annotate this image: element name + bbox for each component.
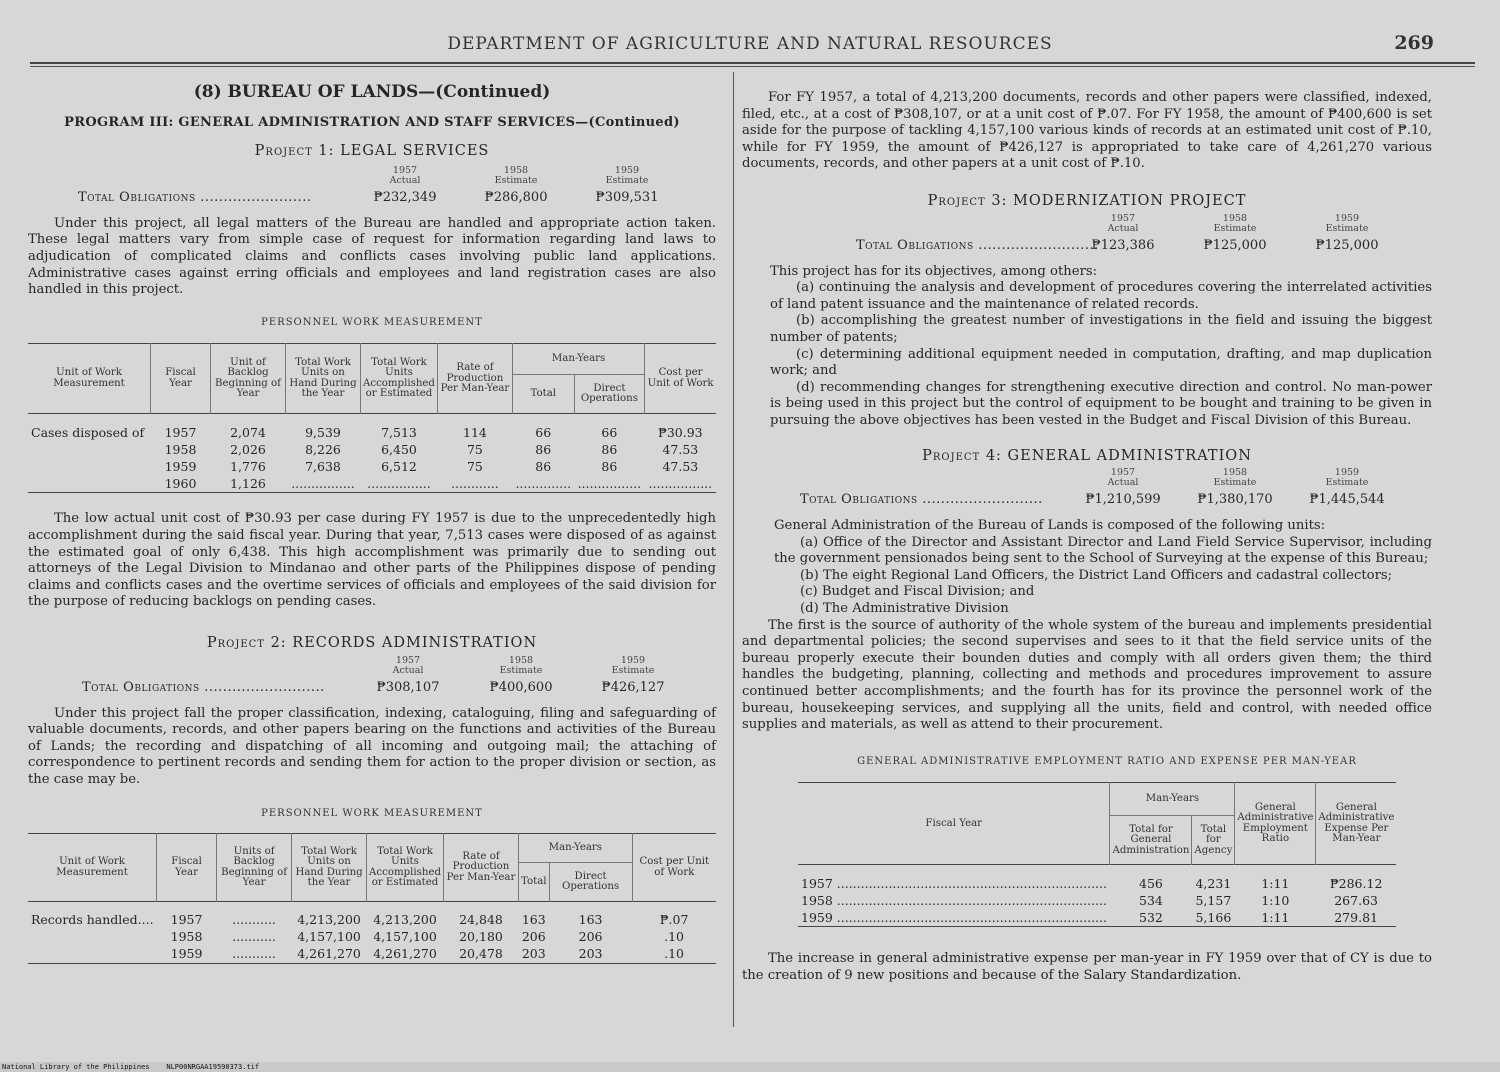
total-obligations-label: Total Obligations ..........................	[800, 492, 1043, 508]
cell-year: 1957 ....................................................................	[801, 875, 1107, 891]
cell-agency: 5,166	[1195, 909, 1232, 925]
table-row	[798, 892, 1396, 909]
year-head-1959: 1959 Estimate	[1325, 467, 1369, 489]
bureau-title: (8) BUREAU OF LANDS—(Continued)	[193, 82, 551, 102]
project-4-units	[742, 518, 1432, 618]
cell-expense: ₱286.12	[1329, 875, 1383, 891]
col-fiscal-year: Fiscal Year	[151, 344, 211, 414]
cell-cost: 47.53	[662, 458, 699, 474]
cell-direct: 163	[578, 912, 603, 928]
col-accomplished: Total Work Units Accomplished or Estimated	[367, 834, 444, 902]
cell-direct: 206	[578, 929, 603, 945]
cell-ratio: 1:10	[1261, 892, 1290, 908]
units-lead: General Administration of the Bureau of Lands is composed of the following units:	[774, 518, 1326, 534]
unit-c: (c) Budget and Fiscal Division; and	[800, 584, 1035, 600]
year-head-1958: 1958 Estimate	[1213, 212, 1257, 234]
project-2-title: Project 2: RECORDS ADMINISTRATION	[206, 634, 538, 651]
header-rule	[30, 62, 1475, 64]
col-direct: Direct Operations	[549, 863, 632, 902]
table-caption: PERSONNEL WORK MEASUREMENT	[261, 316, 483, 328]
objective-c: (c) determining additional equipment needed in computation, drafting, and map duplication work; and	[770, 346, 1432, 379]
year-head-1959: 1959 Estimate	[1325, 212, 1369, 234]
project-1-description: Under this project, all legal matters of the Bureau are handled and appropriate action taken. These legal matters vary from simple case of request for information regarding land laws to adjudication of complicated claims and conflicts cases involving public land applications. Administrative cases against erring officials and employees and land registration cases are also handled in this project.	[28, 215, 716, 298]
col-man-years: Man-Years	[1110, 783, 1235, 816]
table-row	[28, 414, 716, 442]
total-obligations-label: Total Obligations ..........................	[856, 237, 1099, 253]
table-row	[798, 909, 1396, 927]
cell-year: 1959 ....................................................................	[801, 909, 1107, 925]
obligation-1959: ₱125,000	[1315, 237, 1379, 253]
cell-unit	[28, 441, 151, 458]
col-general-administration: Total for General Administration	[1110, 816, 1192, 865]
year-head-1958: 1958 Estimate	[1213, 467, 1257, 489]
project-3-obligations	[742, 214, 1432, 254]
cell-rate: 114	[463, 424, 487, 440]
cell-agency: 5,157	[1195, 892, 1232, 908]
cell-backlog: 2,074	[230, 424, 266, 440]
obligation-1959: ₱309,531	[595, 189, 659, 205]
cell-on-hand: 4,261,270	[297, 946, 361, 962]
closing-paragraph: The increase in general administrative expense per man-year in FY 1959 over that of CY is due to the creation of 9 new positions and because of the Salary Standardization.	[742, 951, 1432, 983]
project-1-obligations	[28, 166, 716, 206]
col-cost: Cost per Unit of Work	[647, 367, 714, 389]
cell-cost: 47.53	[662, 441, 699, 457]
year-head-1959: 1959 Estimate	[605, 164, 649, 186]
column-divider	[733, 72, 734, 1027]
cell-on-hand: 8,226	[305, 441, 341, 457]
cell-total: 86	[535, 441, 552, 457]
cell-rate: 75	[466, 458, 483, 474]
table-row	[798, 865, 1396, 893]
cell-accomplished: ................	[367, 475, 431, 491]
cell-cost: .10	[664, 946, 685, 962]
obligation-1957: ₱1,210,599	[1085, 492, 1161, 508]
cell-year: 1958	[170, 929, 203, 945]
cell-ratio: 1:11	[1261, 875, 1290, 891]
obligation-1958: ₱400,600	[489, 679, 553, 695]
cell-backlog: ...........	[232, 946, 276, 962]
cell-expense: 279.81	[1334, 909, 1378, 925]
project-2-description: Under this project fall the proper classification, indexing, cataloguing, filing and safeguarding of valuable documents, records, and other papers bearing on the functions and activities of the Bureau of Lands; the recording and dispatching of all incoming and outgoing mail; the attaching of correspondence to pertinent records and sending them for action to the proper division or section, as the case may be.	[28, 705, 716, 787]
table-row	[28, 946, 716, 964]
cell-accomplished: 4,213,200	[373, 912, 437, 928]
cell-backlog: 2,026	[230, 441, 266, 457]
year-head-1959: 1959 Estimate	[611, 654, 655, 676]
program-title: PROGRAM III: GENERAL ADMINISTRATION AND STAFF SERVICES—(Continued)	[64, 114, 680, 130]
cell-unit	[28, 929, 157, 946]
col-total: Total	[512, 375, 574, 414]
year-head-1957: 1957 Actual	[1107, 212, 1139, 234]
table-row	[28, 902, 716, 930]
cell-on-hand: 4,213,200	[297, 912, 361, 928]
cell-unit: Cases disposed of	[31, 424, 145, 440]
library-credit: National Library of the Philippines	[2, 1063, 150, 1071]
unit-a: (a) Office of the Director and Assistant Director and Land Field Service Supervisor, including the government pensionados being sent to the School of Surveying at the expense of this Bureau;	[774, 534, 1432, 567]
cell-accomplished: 6,450	[381, 441, 417, 457]
total-obligations-label: Total Obligations ........................	[78, 189, 312, 205]
cell-cost: .10	[664, 929, 685, 945]
records-cost-paragraph: For FY 1957, a total of 4,213,200 documents, records and other papers were classified, indexed, filed, etc., at a cost of ₱308,107, or at a unit cost of ₱.07. For FY 1958, the amount of ₱400,600 is set aside for the purpose of tackling 4,157,100 various kinds of records at an estimated unit cost of ₱.10, while for FY 1959, the amount of ₱426,127 is appropriated to take care of 4,261,270 various documents, records, and other papers at a unit cost of ₱.10.	[742, 90, 1432, 172]
total-obligations-label: Total Obligations ..........................	[82, 679, 325, 695]
cell-total: 86	[535, 458, 552, 474]
unit-d: (d) The Administrative Division	[800, 601, 1009, 617]
cell-rate: 24,848	[459, 912, 503, 928]
cell-expense: 267.63	[1334, 892, 1378, 908]
objective-a: (a) continuing the analysis and development of procedures covering the interrelated activities of land patent issuance and the maintenance of related records.	[770, 280, 1432, 312]
cell-rate: 75	[466, 441, 483, 457]
cell-year: 1957	[164, 424, 197, 440]
cell-backlog: 1,126	[230, 475, 266, 491]
table-row	[28, 929, 716, 946]
obligation-1957: ₱308,107	[376, 679, 440, 695]
cell-year: 1958	[164, 441, 197, 457]
col-fiscal-year: Fiscal Year	[798, 783, 1110, 865]
header-rule-thin	[30, 66, 1475, 67]
col-man-years: Man-Years	[518, 834, 632, 863]
unit-b: (b) The eight Regional Land Officers, the District Land Officers and cadastral collectors;	[800, 567, 1393, 583]
cell-year: 1959	[170, 946, 203, 962]
obligation-1957: ₱232,349	[373, 189, 437, 205]
cell-year: 1958 ....................................................................	[801, 892, 1107, 908]
project-4-obligations	[742, 468, 1432, 508]
obligation-1958: ₱1,380,170	[1197, 492, 1273, 508]
obligation-1959: ₱1,445,544	[1309, 492, 1385, 508]
right-column	[742, 90, 1432, 985]
cell-year: 1957	[170, 912, 203, 928]
year-head-1957: 1957 Actual	[1107, 467, 1139, 489]
cell-on-hand: ................	[291, 475, 355, 491]
cell-total: 206	[521, 929, 546, 945]
running-title: DEPARTMENT OF AGRICULTURE AND NATURAL RESOURCES	[447, 34, 1053, 54]
cell-cost: ................	[648, 475, 713, 491]
project-3-objectives	[742, 264, 1432, 430]
col-accomplished: Total Work Units Accomplished or Estimated	[361, 344, 438, 414]
cell-backlog: 1,776	[230, 458, 266, 474]
cell-general-administration: 456	[1139, 875, 1163, 891]
year-head-1958: 1958 Estimate	[499, 654, 543, 676]
year-head-1957: 1957 Actual	[392, 654, 424, 676]
cell-agency: 4,231	[1195, 875, 1232, 891]
page-number: 269	[1394, 32, 1434, 54]
col-unit: Unit of Work Measurement	[28, 834, 157, 902]
cell-accomplished: 4,157,100	[373, 929, 437, 945]
cell-year: 1960	[164, 475, 197, 491]
cell-unit	[28, 458, 151, 475]
obligation-1958: ₱286,800	[484, 189, 548, 205]
project-2-obligations	[28, 656, 716, 696]
objective-d: (d) recommending changes for strengthening executive direction and control. No man-power is being used in this project but the control of equipment to be bought and training to be given in pursuing the above objectives has been vested in the Budget and Fiscal Division of this Bureau.	[770, 379, 1432, 428]
cell-unit	[28, 946, 157, 964]
col-fiscal-year: Fiscal Year	[157, 834, 217, 902]
left-column	[28, 84, 716, 964]
cell-rate: 20,478	[459, 946, 503, 962]
col-man-years: Man-Years	[512, 344, 644, 375]
col-agency: Total for Agency	[1192, 816, 1235, 865]
cell-direct: 86	[601, 441, 618, 457]
col-direct: Direct Operations	[574, 375, 645, 414]
cell-on-hand: 9,539	[305, 424, 341, 440]
year-head-1957: 1957 Actual	[389, 164, 421, 186]
cell-backlog: ...........	[232, 912, 276, 928]
col-rate: Rate of Production Per Man-Year	[437, 344, 512, 414]
cell-cost: ₱30.93	[658, 424, 703, 440]
col-backlog: Unit of Backlog Beginning of Year	[211, 344, 286, 414]
cell-total: 163	[521, 912, 546, 928]
cell-direct: 203	[578, 946, 603, 962]
cell-general-administration: 534	[1139, 892, 1163, 908]
scan-footer	[2, 1063, 259, 1071]
project-3-title: Project 3: MODERNIZATION PROJECT	[927, 192, 1247, 209]
file-name: NLP00NRGAA19590373.tif	[166, 1063, 260, 1071]
col-on-hand: Total Work Units on Hand During the Year	[286, 344, 361, 414]
col-rate: Rate of Production Per Man-Year	[443, 834, 518, 902]
records-work-measurement-table	[28, 833, 716, 964]
year-head-1958: 1958 Estimate	[494, 164, 538, 186]
cell-accomplished: 7,513	[381, 424, 417, 440]
table-row	[28, 441, 716, 458]
table-row	[28, 458, 716, 475]
cell-unit: Records handled....	[31, 912, 154, 928]
legal-work-measurement-table	[28, 343, 716, 493]
cell-direct: 66	[601, 424, 618, 440]
project-1-explanation: The low actual unit cost of ₱30.93 per case during FY 1957 is due to the unprecedentedly high accomplishment during the said fiscal year. During that year, 7,513 cases were disposed of as against the estimated goal of only 6,438. This high accomplishment was primarily due to sending out attorneys of the Legal Division to Mindanao and other parts of the Philippines dispose of pending claims and conflicts cases and the overtime services of officials and employees of the said division for the purpose of reducing backlogs on pending cases.	[28, 511, 716, 610]
col-backlog: Units of Backlog Beginning of Year	[217, 834, 292, 902]
cell-cost: ₱.07	[659, 912, 689, 928]
obligation-1959: ₱426,127	[601, 679, 665, 695]
objectives-lead: This project has for its objectives, among others:	[770, 263, 1098, 279]
cell-ratio: 1:11	[1261, 909, 1290, 925]
cell-accomplished: 4,261,270	[373, 946, 437, 962]
project-4-title: Project 4: GENERAL ADMINISTRATION	[922, 447, 1252, 464]
cell-on-hand: 4,157,100	[297, 929, 361, 945]
cell-direct: ................	[577, 475, 642, 491]
col-total: Total	[518, 863, 549, 902]
cell-direct: 86	[601, 458, 618, 474]
project-4-description: The first is the source of authority of the whole system of the bureau and implements presidential and departmental policies; the second supervises and sees to it that the field service units of the bureau properly execute their bounden duties and comply with all orders given them; the third handles the budgeting, planning, collecting and methods and procedures improvement to assure continued better accomplishments; and the fourth has for its province the personnel work of the bureau, housekeeping services, and supplying all the units, field and control, with needed office supplies and materials, as well as attend to their procurement.	[742, 617, 1432, 733]
col-unit: Unit of Work Measurement	[28, 344, 151, 414]
table-caption: PERSONNEL WORK MEASUREMENT	[261, 808, 483, 820]
cell-backlog: ...........	[232, 929, 276, 945]
cell-general-administration: 532	[1139, 909, 1163, 925]
table-caption: GENERAL ADMINISTRATIVE EMPLOYMENT RATIO AND EXPENSE PER MAN-YEAR	[857, 755, 1357, 767]
project-1-title: Project 1: LEGAL SERVICES	[254, 143, 490, 160]
cell-total: 203	[521, 946, 546, 962]
cell-year: 1959	[164, 458, 197, 474]
objective-b: (b) accomplishing the greatest number of investigations in the field and issuing the biggest number of patents;	[770, 313, 1432, 345]
employment-ratio-table	[798, 782, 1396, 927]
cell-total: 66	[535, 424, 552, 440]
cell-rate: 20,180	[459, 929, 503, 945]
cell-total: ..............	[515, 475, 572, 491]
cell-unit	[28, 475, 151, 493]
col-cost: Cost per Unit of Work	[639, 856, 710, 878]
obligation-1958: ₱125,000	[1203, 237, 1267, 253]
table-row	[28, 475, 716, 493]
obligation-1957: ₱123,386	[1091, 237, 1155, 253]
col-employment-ratio: General Administrative Employment Ratio	[1235, 783, 1316, 865]
col-on-hand: Total Work Units on Hand During the Year	[292, 834, 367, 902]
cell-rate: ............	[451, 475, 499, 491]
cell-on-hand: 7,638	[305, 458, 341, 474]
col-expense-per-man-year: General Administrative Expense Per Man-Year	[1318, 801, 1395, 845]
cell-accomplished: 6,512	[381, 458, 417, 474]
